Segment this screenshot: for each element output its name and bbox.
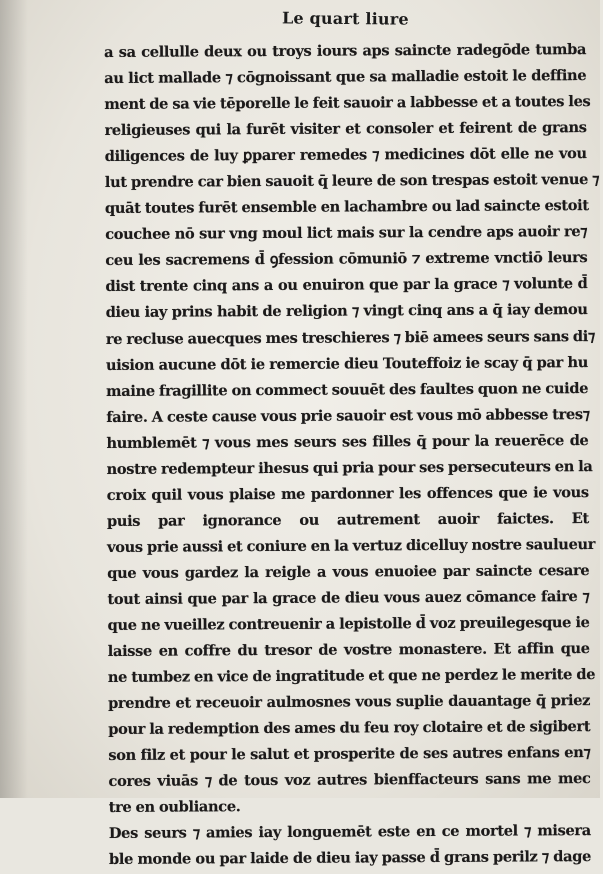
text-line: que vous gardez la reigle a vous enuoiee par saincte cesare [107, 561, 590, 582]
text-line: vous prie aussi et coniure en la vertuz dicelluy nostre saulueur [107, 535, 596, 556]
text-line: au lict mallade ⁊ cōgnoissant que sa malladie estoit le deffine [104, 67, 587, 88]
text-line: humblemēt ⁊ vous mes seurs ses filles q̄ pour la reuerēce de [106, 431, 589, 452]
text-line: nostre redempteur ihesus qui pria pour ses persecuteurs en la [106, 457, 593, 478]
text-line: couchee nō sur vng moul lict mais sur la cendre aps auoir re⁊ [105, 223, 588, 244]
text-line: faire. A ceste cause vous prie sauoir est vous mō abbesse tres⁊ [106, 405, 590, 426]
text-line: quāt toutes furēt ensemble en lachambre ou lad saincte estoit [104, 197, 589, 218]
text-line: religieuses qui la furēt visiter et consoler et feirent de grans [104, 119, 587, 140]
text-line: dieu iay prins habit de religion ⁊ vingt cinq ans a q̄ iay demou [105, 301, 588, 322]
text-line: tout ainsi que par la grace de dieu vous auez cōmance faire ⁊ [107, 588, 590, 608]
text-line: diligences de luy ꝑparer remedes ⁊ medicines dōt elle ne vou [104, 145, 587, 166]
text-line: dist trente cinq ans a ou enuiron que par la grace ⁊ volunte d̄ [105, 275, 588, 296]
text-line: puis par ignorance ou autrement auoir faictes. Et [106, 509, 589, 530]
text-line: ne tumbez en vice de ingratitude et que ne perdez le merite de [107, 666, 596, 687]
running-head: Le quart liure [281, 8, 409, 29]
text-line: a sa cellulle deux ou troys iours aps saincte radegōde tumba [104, 41, 587, 61]
text-line: croix quil vous plaise me pardonner les offences que ie vous [106, 483, 589, 504]
text-line: pour la redemption des ames du feu roy clotaire et de sigibert [108, 718, 591, 739]
text-line: ceu les sacremens d̄ ꝯfession cōmuniō ⁊ extreme vnctiō leurs [105, 249, 588, 270]
text-line: Des seurs ⁊ amies iay longuemēt este en ce mortel ⁊ misera [108, 822, 591, 843]
text-line: uision aucune dōt ie remercie dieu Touteffoiz ie scay q̄ par hu [105, 353, 589, 374]
text-line: prendre et receuoir aulmosnes vous suplie dauantage q̄ priez [108, 692, 591, 713]
text-line: re recluse auecques mes treschieres ⁊ biē amees seurs sans di⁊ [105, 327, 595, 348]
page-gutter-shadow [0, 0, 28, 798]
text-line: tre en oubliance. [108, 798, 241, 817]
text-line: que ne vueillez contreuenir a lepistolle d̄ voz preuilegesque ie [107, 614, 590, 635]
text-line: laisse en coffre du tresor de vostre monastere. Et affin que [107, 640, 590, 661]
text-line: ble monde ou par laide de dieu iay passe d̄ grans perilz ⁊ dage [108, 848, 592, 869]
text-line: ment de sa vie tēporelle le feit sauoir a labbesse et a toutes les [104, 93, 591, 114]
text-line: cores viuās ⁊ de tous voz autres bienffacteurs sans me mec [108, 770, 591, 791]
text-line: lut prendre car bien sauoit q̄ leure de son trespas estoit venue ⁊ [104, 171, 600, 192]
text-block [104, 37, 600, 873]
text-line: son filz et pour le salut et prosperite de ses autres enfans en⁊ [108, 744, 591, 765]
text-line: maine fragillite on commect souuēt des faultes quon ne cuide [106, 379, 589, 400]
